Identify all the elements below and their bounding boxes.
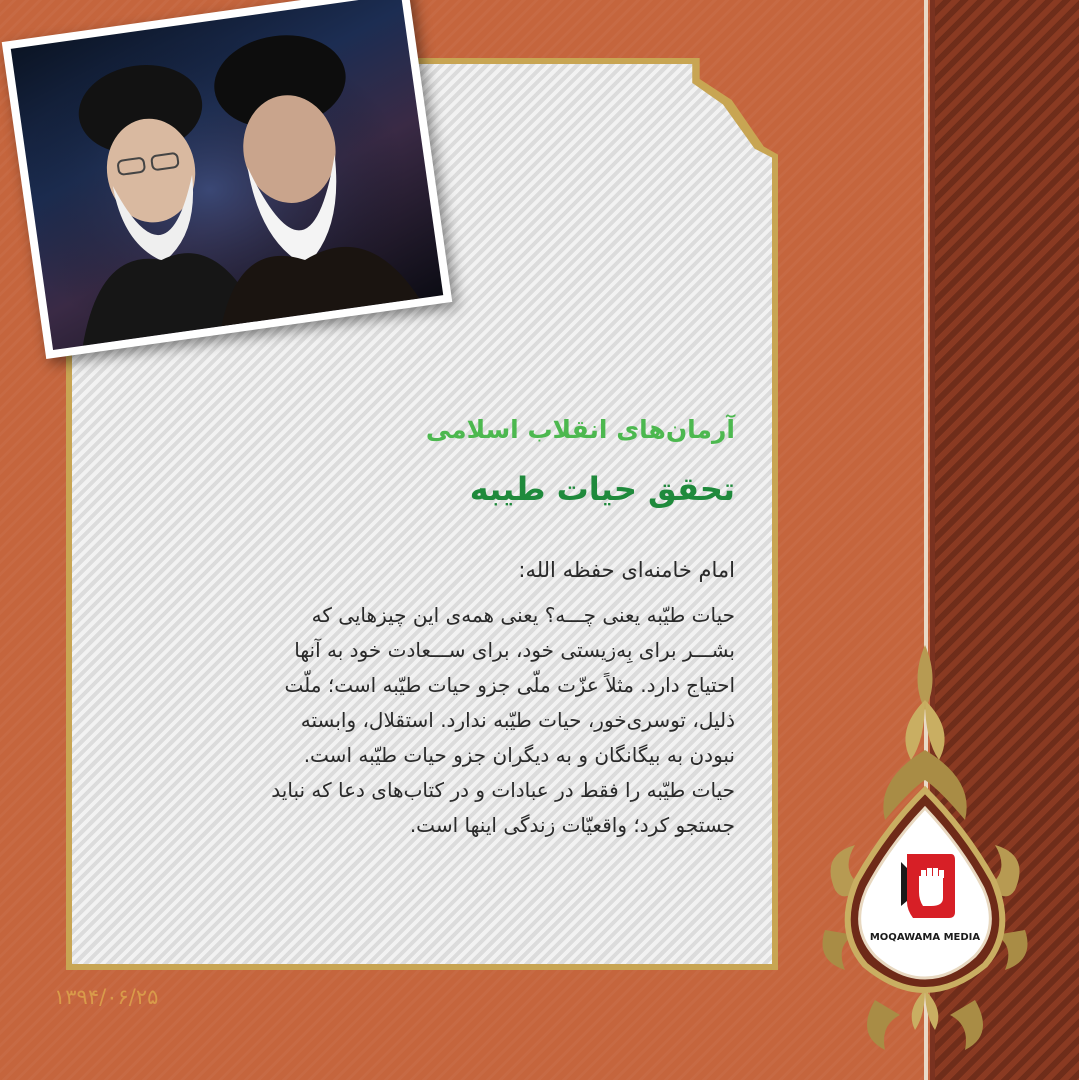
subtitle: آرمان‌های انقلاب اسلامی xyxy=(425,415,735,444)
portrait-photo xyxy=(11,0,443,350)
quote-line: احتیاج دارد. مثلاً عزّت ملّی جزو حیات طیّبه است؛ ملّت xyxy=(284,673,735,697)
quote-line: جستجو کرد؛ واقعیّات زندگی اینها است. xyxy=(409,813,735,837)
quote-line: نبودن به بیگانگان و به دیگران جزو حیات طیّبه است. xyxy=(303,743,735,767)
portrait-illustration xyxy=(11,0,443,350)
page-title: تحقق حیات طیبه xyxy=(469,470,735,508)
ornament-emblem xyxy=(815,640,1035,1060)
quote-line: حیات طیّبه را فقط در عبادات و در کتاب‌های دعا که نباید xyxy=(271,778,735,802)
leaders-photo xyxy=(2,0,453,359)
quote-text xyxy=(96,598,735,843)
raised-fist-play-icon xyxy=(901,854,955,918)
quote-line: بشـــر برای بِه‌زیستی خود، برای ســـعادت خود به آنها xyxy=(294,638,735,662)
quote-line: ذلیل، توسری‌خور، حیات طیّبه ندارد. استقلال، وابسته xyxy=(300,708,735,732)
speaker-label: امام خامنه‌ای حفظه الله: xyxy=(518,558,735,582)
quote-line: حیات طیّبه یعنی چـــه؟ یعنی همه‌ی این چیزهایی که xyxy=(311,603,735,627)
date-label: ۱۳۹۴/۰۶/۲۵ xyxy=(54,985,159,1009)
logo-text: MOQAWAMA MEDIA xyxy=(869,932,981,943)
